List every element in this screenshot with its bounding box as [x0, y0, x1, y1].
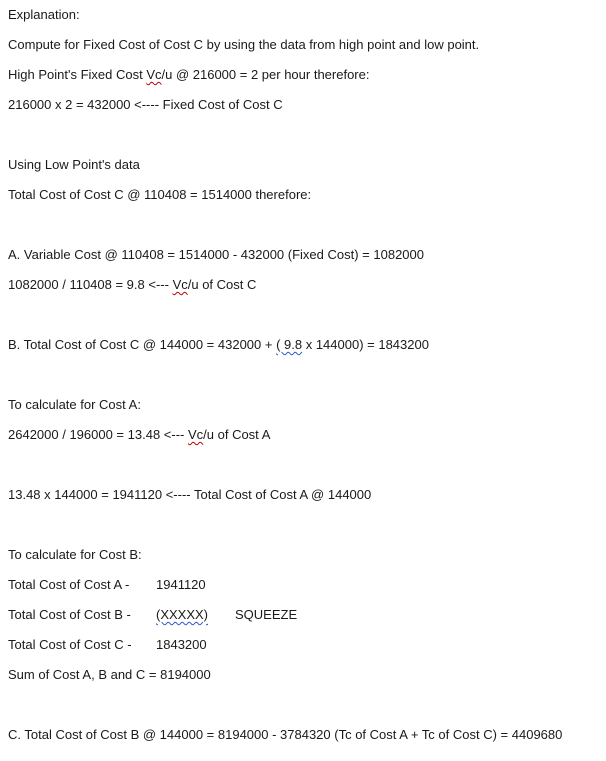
high-point-text-c: /u @ 216000 = 2 per hour therefore: — [161, 67, 370, 82]
vc-cost-a-vc: Vc — [187, 427, 204, 442]
summary-label-cost-b: Total Cost of Cost B - — [8, 607, 131, 622]
vc-cost-c-vc: Vc — [172, 277, 188, 292]
high-point-vc: Vc — [146, 67, 162, 82]
summary-value-cost-a: 1941120 — [156, 577, 206, 592]
total-cost-b-line: C. Total Cost of Cost B @ 144000 = 8194000 - 3784320 (Tc of Cost A + Tc of Cost C) = 4409680 — [8, 727, 563, 742]
low-point-heading: Using Low Point's data — [8, 157, 140, 172]
summary-row-cost-a — [8, 576, 206, 594]
vc-cost-a-text-c: /u of Cost A — [203, 427, 271, 442]
cost-b-heading: To calculate for Cost B: — [8, 547, 142, 562]
sum-line: Sum of Cost A, B and C = 8194000 — [8, 667, 211, 682]
total-cost-c-text-c: x 144000) = 1843200 — [302, 337, 429, 352]
summary-value-cost-c: 1843200 — [156, 637, 207, 652]
variable-cost-line: A. Variable Cost @ 110408 = 1514000 - 432000 (Fixed Cost) = 1082000 — [8, 247, 424, 262]
vc-cost-c-text-a: 1082000 / 110408 = 9.8 <--- — [8, 277, 173, 292]
low-point-total-line: Total Cost of Cost C @ 110408 = 1514000 therefore: — [8, 187, 312, 202]
total-cost-c-paren: ( 9.8 — [276, 337, 303, 352]
summary-value-cost-b: (XXXXX) — [156, 607, 209, 622]
vc-cost-a-line — [8, 426, 270, 444]
summary-label-cost-a: Total Cost of Cost A - — [8, 577, 130, 592]
vc-cost-c-text-c: /u of Cost C — [187, 277, 257, 292]
high-point-text-a: High Point's Fixed Cost — [8, 67, 147, 82]
cost-a-heading: To calculate for Cost A: — [8, 397, 141, 412]
total-cost-a-line: 13.48 x 144000 = 1941120 <---- Total Cost of Cost A @ 144000 — [8, 487, 372, 502]
intro-line: Compute for Fixed Cost of Cost C by using the data from high point and low point. — [8, 37, 480, 52]
total-cost-c-text-a: B. Total Cost of Cost C @ 144000 = 432000 + — [8, 337, 277, 352]
summary-label-cost-c: Total Cost of Cost C - — [8, 637, 132, 652]
total-cost-c-line — [8, 336, 429, 354]
summary-note-squeeze: SQUEEZE — [235, 607, 298, 622]
fixed-cost-line: 216000 x 2 = 432000 <---- Fixed Cost of Cost C — [8, 97, 283, 112]
vc-cost-c-line — [8, 276, 256, 294]
summary-row-cost-b — [8, 606, 297, 624]
vc-cost-a-text-a: 2642000 / 196000 = 13.48 <--- — [8, 427, 188, 442]
summary-row-cost-c — [8, 636, 207, 654]
high-point-line — [8, 66, 369, 84]
heading-explanation: Explanation: — [8, 7, 80, 22]
